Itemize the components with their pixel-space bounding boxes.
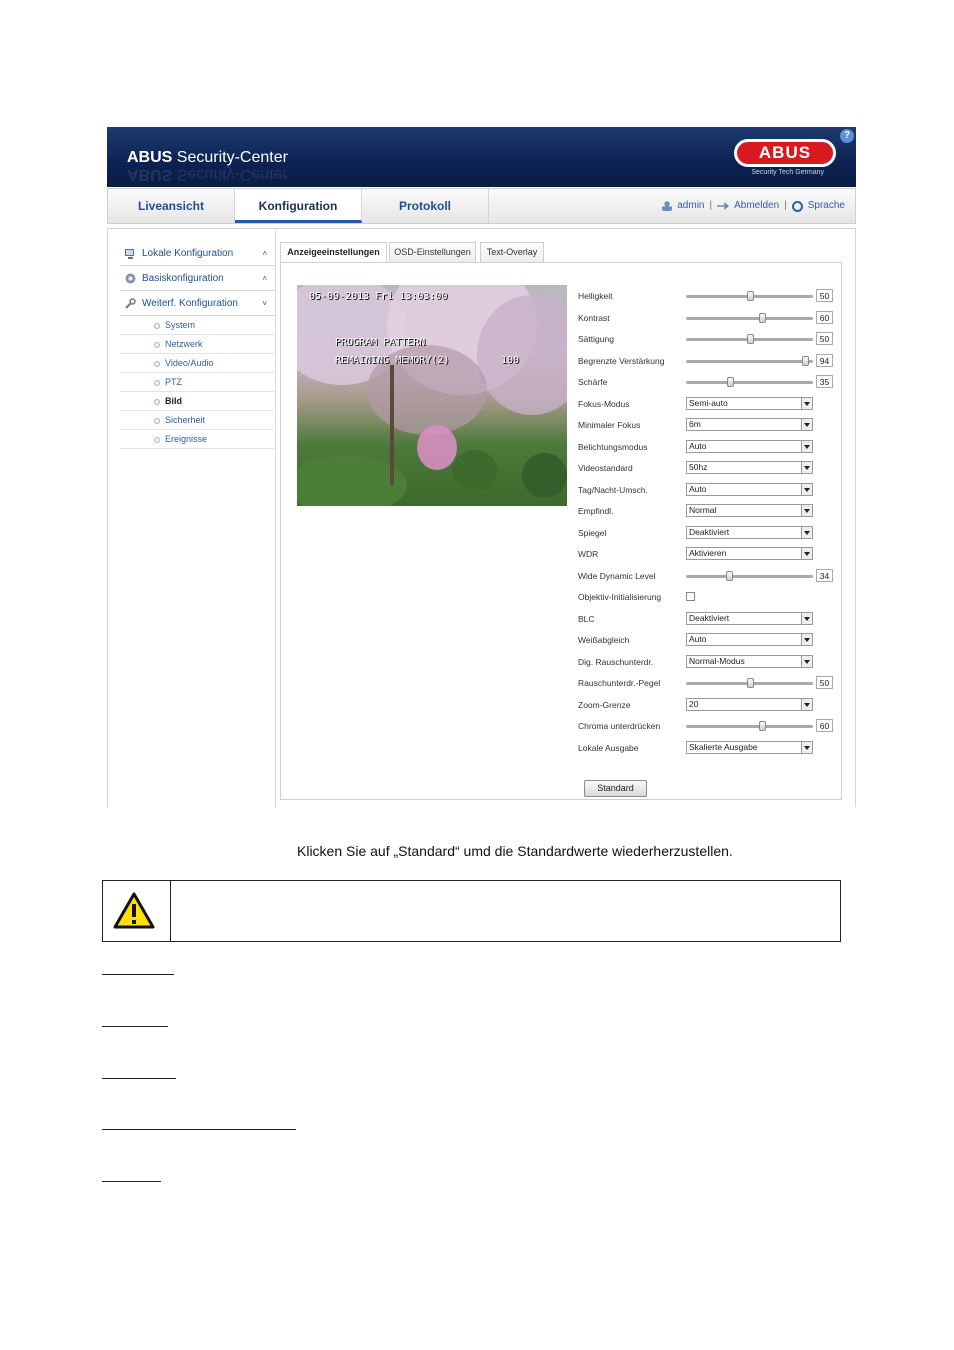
heading-underline	[102, 1181, 161, 1182]
setting-label: BLC	[578, 613, 595, 624]
dropdown-arrow-icon[interactable]	[801, 548, 812, 559]
slider-track[interactable]	[686, 317, 813, 320]
dropdown-select[interactable]	[686, 440, 813, 453]
sidebar-item-label: Video/Audio	[165, 358, 214, 368]
slider-track[interactable]	[686, 338, 813, 341]
dropdown-arrow-icon[interactable]	[801, 656, 812, 667]
dropdown-select[interactable]	[686, 526, 813, 539]
dropdown-arrow-icon[interactable]	[801, 484, 812, 495]
setting-row-minimaler-fokus	[578, 418, 843, 432]
slider-value-input[interactable]: 94	[816, 354, 833, 367]
sidebar-item-label: Ereignisse	[165, 434, 208, 444]
tab-osd-einstellungen[interactable]: OSD-Einstellungen	[389, 242, 476, 262]
dropdown-value: 20	[689, 698, 699, 709]
setting-row-empfindl	[578, 504, 843, 518]
tab-konfiguration[interactable]: Konfiguration	[235, 189, 362, 223]
setting-label: Videostandard	[578, 463, 633, 473]
osd-line-1: PROGRAM PATTERN	[335, 337, 426, 348]
slider-track[interactable]	[686, 575, 813, 578]
sidebar-section-basiskonfiguration[interactable]	[120, 266, 275, 291]
setting-label: Zoom-Grenze	[578, 699, 631, 710]
osd-line-2: REMAINING MEMORY(2)	[335, 355, 450, 366]
setting-row-rauschunterdr-pegel	[578, 676, 843, 690]
separator: |	[784, 200, 787, 211]
heading-underline	[102, 1026, 168, 1027]
slider-handle[interactable]	[747, 291, 754, 301]
setting-row-blc	[578, 612, 843, 626]
dropdown-arrow-icon[interactable]	[801, 699, 812, 710]
sidebar-item-ereignisse[interactable]	[120, 430, 275, 449]
setting-row-videostandard	[578, 461, 843, 475]
setting-label: Tag/Nacht-Umsch.	[578, 484, 648, 495]
user-icon	[662, 201, 672, 211]
logo-subtitle: Security Tech Germany	[751, 169, 824, 176]
setting-label: Weißabgleich	[578, 635, 630, 645]
help-icon[interactable]: ?	[840, 129, 854, 143]
sidebar-item-label: Netzwerk	[165, 339, 203, 349]
setting-row-chroma-unterdruecken	[578, 719, 843, 733]
dropdown-value: Deaktiviert	[689, 612, 730, 623]
dropdown-arrow-icon[interactable]	[801, 613, 812, 624]
slider-handle[interactable]	[727, 377, 734, 387]
setting-label: Empfindl.	[578, 506, 614, 516]
slider-track[interactable]	[686, 682, 813, 685]
dropdown-value: 50hz	[689, 462, 708, 472]
setting-label: Lokale Ausgabe	[578, 742, 639, 753]
bullet-icon	[154, 437, 160, 443]
dropdown-arrow-icon[interactable]	[801, 527, 812, 538]
video-preview	[297, 285, 567, 506]
setting-label: Sättigung	[578, 334, 614, 344]
sidebar-item-system[interactable]	[120, 316, 275, 335]
sidebar	[120, 241, 275, 449]
sidebar-section-weiterf-konfiguration[interactable]	[120, 291, 275, 316]
sidebar-item-bild[interactable]	[120, 392, 275, 411]
setting-label: WDR	[578, 549, 599, 559]
chevron-up-icon: ˄	[262, 274, 267, 283]
dropdown-value: 6m	[689, 419, 701, 429]
slider-value-input[interactable]: 50	[816, 676, 833, 689]
logout-icon	[717, 202, 729, 210]
separator: |	[709, 200, 713, 211]
gear-icon	[125, 273, 136, 284]
setting-row-saettigung	[578, 332, 843, 346]
dropdown-value: Deaktiviert	[689, 526, 730, 537]
logout-link[interactable]: Abmelden	[734, 200, 780, 211]
sidebar-item-label: Sicherheit	[165, 415, 206, 425]
dropdown-select[interactable]	[686, 483, 813, 496]
sidebar-section-label: Basiskonfiguration	[142, 273, 224, 284]
setting-label: Begrenzte Verstärkung	[578, 355, 665, 366]
setting-row-wide-dynamic-level	[578, 569, 843, 583]
setting-row-helligkeit	[578, 289, 843, 303]
warning-icon	[112, 891, 156, 931]
slider-value-input[interactable]: 60	[816, 719, 833, 732]
dropdown-arrow-icon[interactable]	[801, 634, 812, 645]
dropdown-select[interactable]	[686, 655, 813, 668]
heading-underline	[102, 1078, 176, 1079]
tab-liveansicht[interactable]: Liveansicht	[108, 189, 235, 223]
slider-handle[interactable]	[759, 721, 766, 731]
dropdown-value: Normal	[689, 505, 717, 515]
sidebar-item-sicherheit[interactable]	[120, 411, 275, 430]
warning-cell	[103, 881, 171, 941]
bullet-icon	[154, 323, 160, 329]
setting-label: Dig. Rauschunterdr.	[578, 656, 654, 667]
user-name[interactable]: admin	[677, 200, 705, 211]
setting-label: Belichtungsmodus	[578, 441, 648, 452]
app-title-reflection: ABUS Security-Center	[127, 166, 288, 183]
dropdown-select[interactable]	[686, 547, 813, 560]
slider-track[interactable]	[686, 725, 813, 728]
setting-label: Rauschunterdr.-Pegel	[578, 678, 661, 688]
slider-value-input[interactable]: 50	[816, 289, 833, 302]
dropdown-value: Aktivieren	[689, 548, 727, 558]
warning-note-box	[102, 880, 841, 942]
setting-label: Fokus-Modus	[578, 398, 630, 409]
main-nav	[107, 188, 856, 224]
sidebar-section-label: Lokale Konfiguration	[142, 248, 234, 259]
setting-row-objektiv-initialisierung	[578, 590, 843, 604]
sidebar-section-lokale-konfiguration[interactable]	[120, 241, 275, 266]
setting-row-schaerfe	[578, 375, 843, 389]
setting-row-zoom-grenze	[578, 698, 843, 712]
dropdown-select[interactable]	[686, 418, 813, 431]
sidebar-divider	[275, 229, 276, 808]
dropdown-select[interactable]	[686, 504, 813, 517]
slider-value-input[interactable]: 35	[816, 375, 833, 388]
setting-row-begrenzte-verstaerkung	[578, 354, 843, 368]
dropdown-arrow-icon[interactable]	[801, 419, 812, 430]
bullet-icon	[154, 342, 160, 348]
dropdown-select[interactable]	[686, 741, 813, 754]
dropdown-value: Semi-auto	[689, 397, 728, 408]
dropdown-select[interactable]	[686, 612, 813, 625]
standard-button[interactable]: Standard	[584, 780, 647, 797]
dropdown-arrow-icon[interactable]	[801, 505, 812, 516]
bullet-icon	[154, 418, 160, 424]
slider-handle[interactable]	[802, 356, 809, 366]
setting-row-lokale-ausgabe	[578, 741, 843, 755]
setting-row-weissabgleich	[578, 633, 843, 647]
checkbox[interactable]	[686, 592, 695, 601]
setting-label: Spiegel	[578, 527, 607, 538]
language-link[interactable]: Sprache	[807, 200, 845, 211]
setting-row-fokus-modus	[578, 397, 843, 411]
setting-label: Wide Dynamic Level	[578, 570, 656, 581]
bullet-icon	[154, 399, 160, 405]
bullet-icon	[154, 361, 160, 367]
instruction-text: Klicken Sie auf „Standard“ umd die Standardwerte wiederherzustellen.	[297, 843, 733, 859]
tab-anzeigeeinstellungen[interactable]: Anzeigeeinstellungen	[280, 242, 387, 263]
sidebar-item-label: System	[165, 320, 196, 330]
dropdown-select[interactable]	[686, 397, 813, 410]
user-bar	[662, 189, 845, 223]
dropdown-value: Auto	[689, 634, 707, 644]
setting-label: Kontrast	[578, 312, 610, 323]
setting-label: Minimaler Fokus	[578, 420, 641, 430]
slider-value-input[interactable]: 60	[816, 311, 833, 324]
bullet-icon	[154, 380, 160, 386]
dropdown-select[interactable]	[686, 461, 813, 474]
dropdown-arrow-icon[interactable]	[801, 742, 812, 753]
sidebar-section-label: Weiterf. Konfiguration	[142, 298, 238, 309]
dropdown-value: Auto	[689, 483, 707, 494]
slider-track[interactable]	[686, 381, 813, 384]
chevron-up-icon: ˄	[262, 249, 267, 258]
sidebar-item-video-audio[interactable]	[120, 354, 275, 373]
heading-underline	[102, 1129, 296, 1130]
slider-handle[interactable]	[726, 571, 733, 581]
dropdown-arrow-icon[interactable]	[801, 398, 812, 409]
browser-screenshot	[107, 127, 856, 807]
osd-datetime: 05-09-2013 Fri 13:03:00	[309, 291, 448, 302]
heading-underline	[102, 974, 174, 975]
setting-row-dig-rauschunterdr	[578, 655, 843, 669]
setting-label: Schärfe	[578, 377, 608, 387]
dropdown-value: Skalierte Ausgabe	[689, 741, 758, 752]
slider-value-input[interactable]: 50	[816, 332, 833, 345]
osd-value: 100	[501, 355, 520, 366]
slider-handle[interactable]	[747, 678, 754, 688]
slider-value-input[interactable]: 34	[816, 569, 833, 582]
slider-track[interactable]	[686, 295, 813, 298]
content-area	[107, 228, 856, 807]
slider-track[interactable]	[686, 360, 813, 363]
settings-panel	[280, 242, 843, 800]
app-title: ABUS Security-Center	[127, 149, 288, 166]
dropdown-arrow-icon[interactable]	[801, 462, 812, 473]
slider-handle[interactable]	[759, 313, 766, 323]
tab-text-overlay[interactable]: Text-Overlay	[480, 242, 544, 262]
setting-row-kontrast	[578, 311, 843, 325]
sidebar-item-label: Bild	[165, 396, 182, 406]
setting-row-belichtungsmodus	[578, 440, 843, 454]
globe-icon	[792, 201, 803, 212]
dropdown-select[interactable]	[686, 633, 813, 646]
sidebar-item-label: PTZ	[165, 377, 182, 387]
slider-handle[interactable]	[747, 334, 754, 344]
setting-label: Chroma unterdrücken	[578, 721, 661, 731]
dropdown-select[interactable]	[686, 698, 813, 711]
dropdown-arrow-icon[interactable]	[801, 441, 812, 452]
sidebar-item-ptz[interactable]	[120, 373, 275, 392]
setting-row-wdr	[578, 547, 843, 561]
dropdown-value: Normal-Modus	[689, 655, 745, 666]
wrench-icon	[125, 298, 136, 309]
tab-protokoll[interactable]: Protokoll	[362, 189, 489, 223]
settings-body	[280, 262, 842, 800]
setting-row-tag-nacht-umsch	[578, 483, 843, 497]
abus-logo: ABUS	[734, 139, 836, 167]
setting-row-spiegel	[578, 526, 843, 540]
sidebar-item-netzwerk[interactable]	[120, 335, 275, 354]
dropdown-value: Auto	[689, 440, 707, 451]
setting-label: Objektiv-Initialisierung	[578, 592, 662, 602]
app-header	[107, 127, 856, 187]
monitor-icon	[125, 248, 136, 259]
setting-label: Helligkeit	[578, 291, 613, 301]
chevron-down-icon: ˅	[262, 299, 267, 308]
